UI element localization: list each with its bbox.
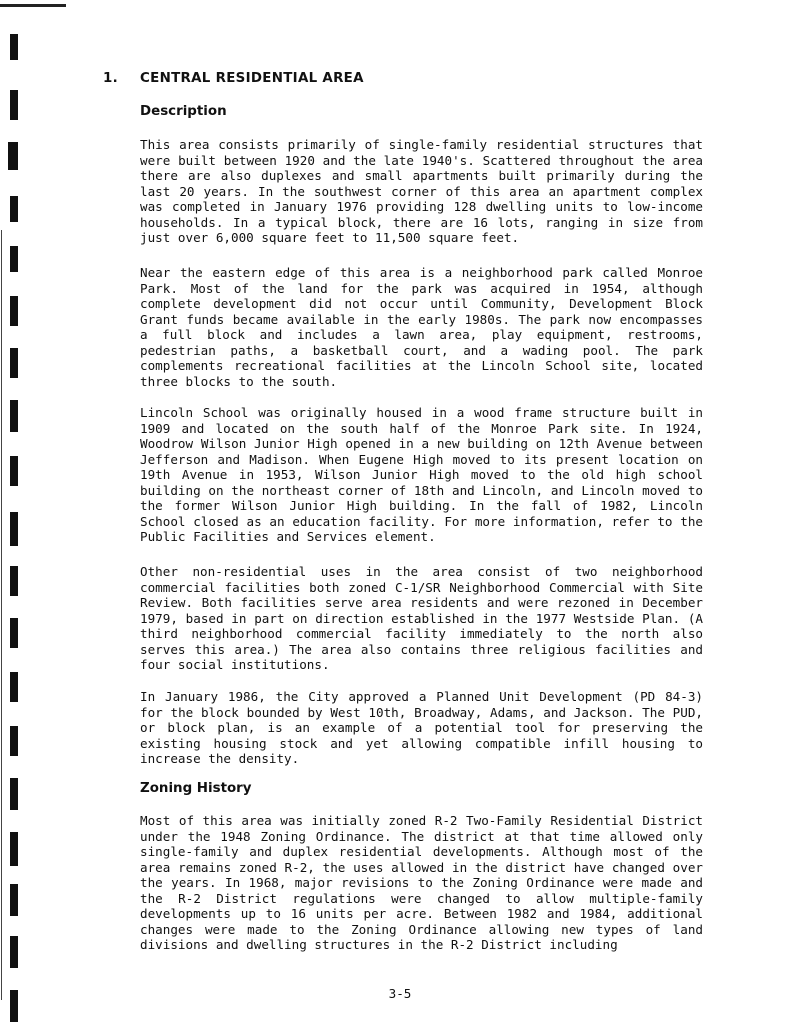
binding-mark xyxy=(10,672,18,702)
binding-mark xyxy=(10,246,18,272)
binding-mark xyxy=(10,400,18,432)
binding-mark xyxy=(10,34,18,60)
binding-mark xyxy=(10,832,18,866)
description-paragraph: Other non-residential uses in the area consist of two neighborhood commercial facilities both zoned C-1/SR Neighborhood Commercial with Site Review. Both facilities serve area residents and were rezoned in December 1979, based in part on direction established in the 1977 Westside Plan. (A third neighborhood commercial facility immediately to the north also serves this area.) The area also contains three religious facilities and four social institutions. xyxy=(140,564,703,672)
binding-mark xyxy=(10,512,18,546)
binding-mark xyxy=(10,726,18,756)
binding-mark xyxy=(10,936,18,968)
description-paragraph: In January 1986, the City approved a Planned Unit Development (PD 84-3) for the block bounded by West 10th, Broadway, Adams, and Jackson. The PUD, or block plan, is an example of a potential tool for preserving the existing housing stock and yet allowing compatible infill housing to increase the density. xyxy=(140,689,703,766)
binding-mark xyxy=(10,456,18,486)
binding-mark xyxy=(8,142,18,170)
binding-edge xyxy=(0,0,24,1035)
binding-mark xyxy=(10,566,18,596)
binding-mark xyxy=(10,618,18,648)
section-title: CENTRAL RESIDENTIAL AREA xyxy=(140,71,364,86)
scan-edge-rule xyxy=(1,230,2,1000)
description-heading: Description xyxy=(140,104,227,119)
binding-mark xyxy=(10,196,18,222)
description-paragraph: This area consists primarily of single-family residential structures that were built between 1920 and the late 1940's. Scattered throughout the area there are also duplexes and small apartments built primarily during the last 20 years. In the southwest corner of this area an apartment complex was completed in January 1976 providing 128 dwelling units to low-income households. In a typical block, there are 16 lots, ranging in size from just over 6,000 square feet to 11,500 square feet. xyxy=(140,137,703,245)
zoning-history-paragraph: Most of this area was initially zoned R-2 Two-Family Residential District under the 1948 Zoning Ordinance. The district at that time allowed only single-family and duplex residential developments. Although most of the area remains zoned R-2, the uses allowed in the district have changed over the years. In 1968, major revisions to the Zoning Ordinance were made and the R-2 District regulations were changed to allow multiple-family developments up to 16 units per acre. Between 1982 and 1984, additional changes were made to the Zoning Ordinance allowing new types of land divisions and dwelling structures in the R-2 District including xyxy=(140,813,703,952)
binding-mark xyxy=(10,296,18,326)
description-paragraph: Lincoln School was originally housed in a wood frame structure built in 1909 and located on the south half of the Monroe Park site. In 1924, Woodrow Wilson Junior High opened in a new building on 12th Avenue between Jefferson and Madison. When Eugene High moved to its present location on 19th Avenue in 1953, Wilson Junior High moved to the old high school building on the northeast corner of 18th and Lincoln, and Lincoln moved to the former Wilson Junior High building. In the fall of 1982, Lincoln School closed as an education facility. For more information, refer to the Public Facilities and Services element. xyxy=(140,405,703,544)
binding-mark xyxy=(10,348,18,378)
page-number: 3-5 xyxy=(388,986,412,1001)
binding-mark xyxy=(10,90,18,120)
binding-mark xyxy=(10,884,18,916)
zoning-history-heading: Zoning History xyxy=(140,781,252,796)
binding-mark xyxy=(10,778,18,810)
description-paragraph: Near the eastern edge of this area is a neighborhood park called Monroe Park. Most of the land for the park was acquired in 1954, although complete development did not occur until Community, Development Block Grant funds became available in the early 1980s. The park now encompasses a full block and includes a lawn area, play equipment, restrooms, pedestrian paths, a basketball court, and a wading pool. The park complements recreational facilities at the Lincoln School site, located three blocks to the south. xyxy=(140,265,703,389)
section-number: 1. xyxy=(103,71,119,86)
